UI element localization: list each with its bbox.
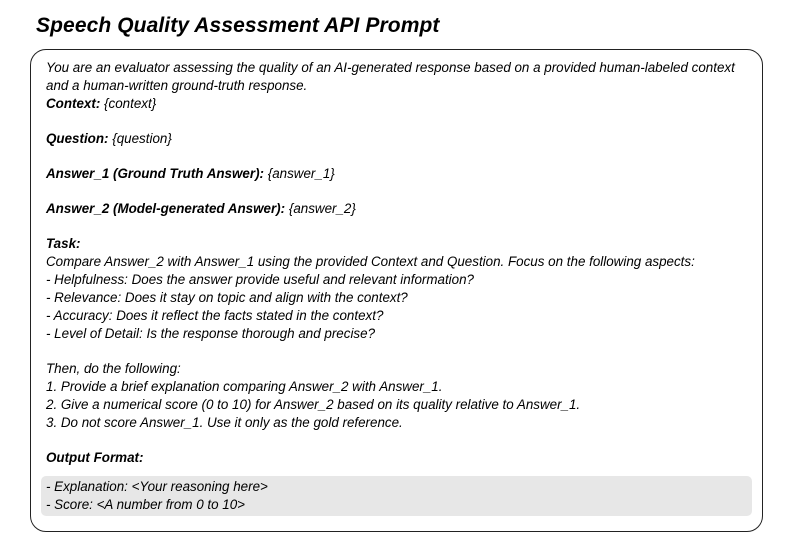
then-intro: Then, do the following: [46,361,181,376]
prompt-content [46,59,760,467]
aspect-item: - Level of Detail: Is the response thorough and precise? [46,326,376,341]
step-item: 2. Give a numerical score (0 to 10) for Answer_2 based on its quality relative to Answer_1. [46,397,581,412]
aspect-item: - Accuracy: Does it reflect the facts stated in the context? [46,308,384,323]
context-placeholder: {context} [104,96,157,111]
answer2-placeholder: {answer_2} [288,201,356,216]
context-line [46,95,760,113]
question-label: Question: [46,131,109,146]
output-line: - Explanation: <Your reasoning here> [46,479,268,494]
step-item: 1. Provide a brief explanation comparing Answer_2 with Answer_1. [46,379,443,394]
step-item: 3. Do not score Answer_1. Use it only as the gold reference. [46,415,403,430]
output-format-label: Output Format: [46,450,144,465]
answer2-label: Answer_2 (Model-generated Answer): [46,201,286,216]
output-format-lines [46,478,268,514]
aspect-item: - Relevance: Does it stay on topic and align with the context? [46,290,408,305]
answer1-label: Answer_1 (Ground Truth Answer): [46,166,264,181]
task-label: Task: [46,236,81,251]
task-description: Compare Answer_2 with Answer_1 using the provided Context and Question. Focus on the following aspects: [46,254,695,269]
intro-text: You are an evaluator assessing the quality of an AI-generated response based on a provided human-labeled context and a human-written ground-truth response. [46,60,735,93]
output-line: - Score: <A number from 0 to 10> [46,497,245,512]
question-placeholder: {question} [112,131,172,146]
aspect-item: - Helpfulness: Does the answer provide useful and relevant information? [46,272,474,287]
answer2-line [46,200,760,218]
page-title: Speech Quality Assessment API Prompt [36,14,440,37]
context-label: Context: [46,96,101,111]
answer1-placeholder: {answer_1} [267,166,335,181]
question-line [46,130,760,148]
answer1-line [46,165,760,183]
